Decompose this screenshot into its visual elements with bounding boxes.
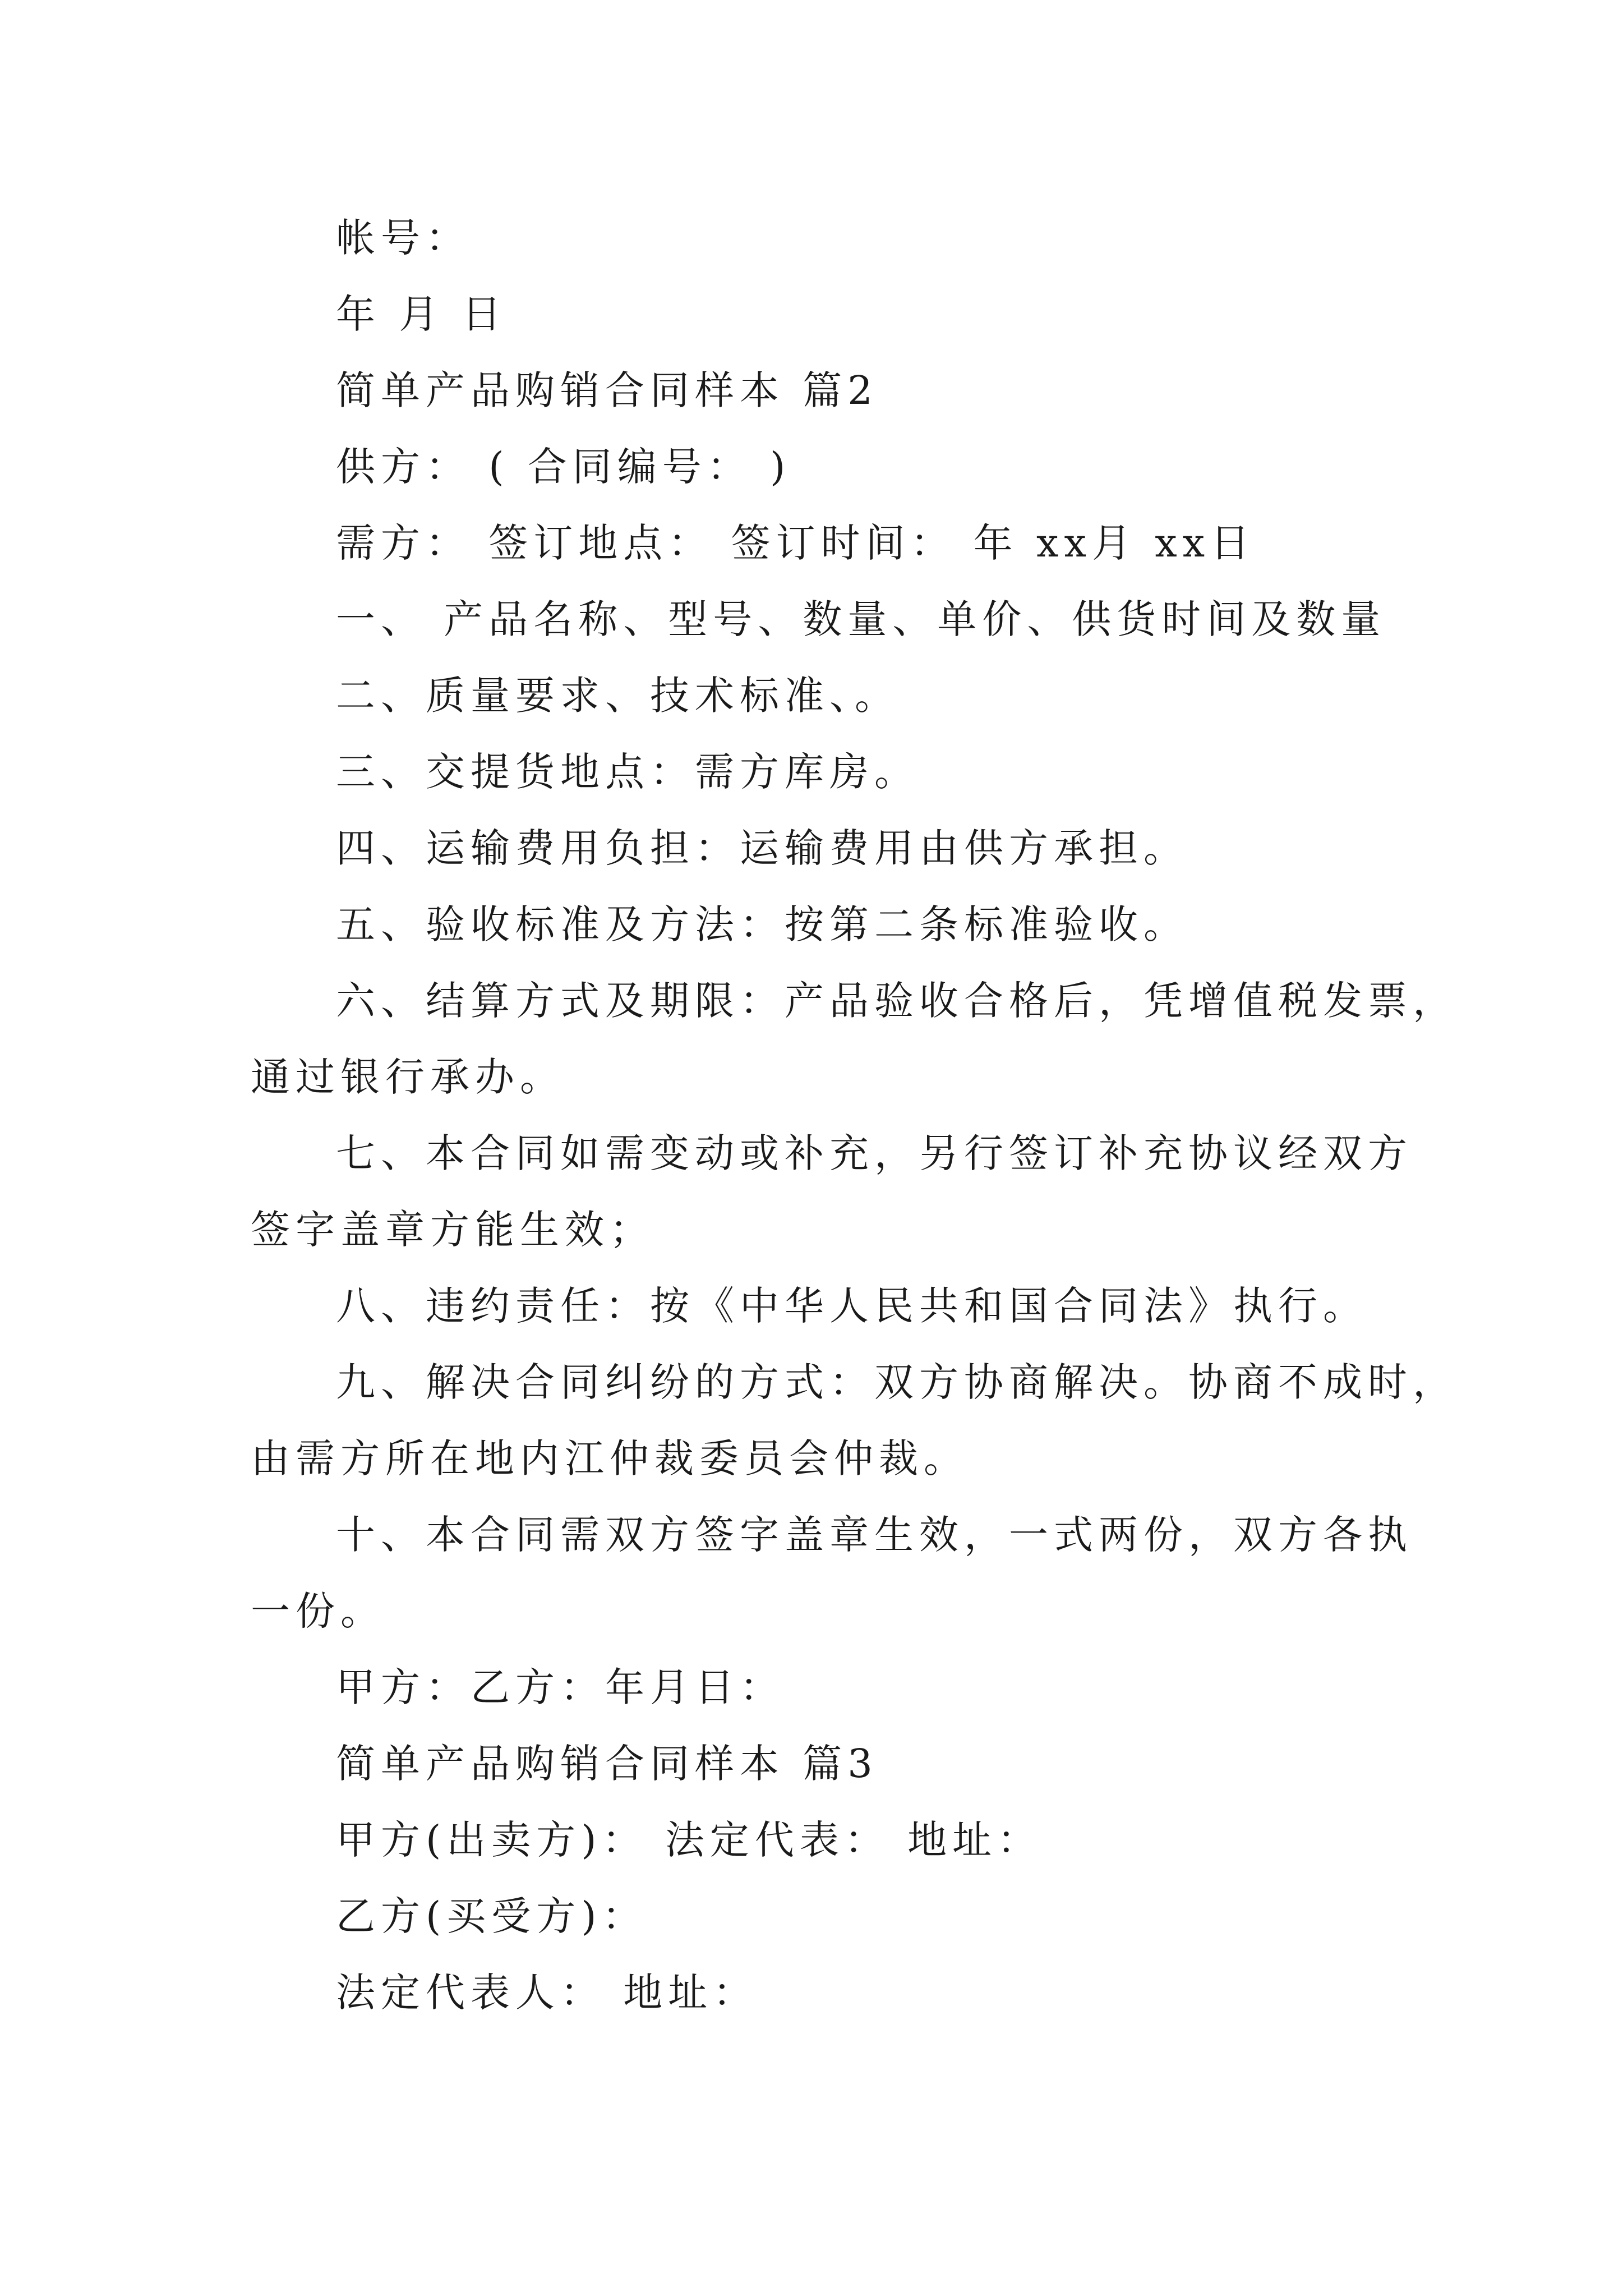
date-line: 年 月 日 xyxy=(336,291,507,337)
signature-line: 甲方：乙方：年月日： xyxy=(336,1664,785,1710)
clause-3: 三、交提货地点：需方库房。 xyxy=(336,749,919,795)
clause-7-continued: 签字盖章方能生效； xyxy=(251,1207,654,1253)
clause-10-continued: 一份。 xyxy=(251,1588,385,1634)
clause-9: 九、解决合同纠纷的方式：双方协商解决。协商不成时， xyxy=(336,1359,1458,1405)
document-body xyxy=(251,200,1458,2031)
party-b-line: 乙方(买受方)： xyxy=(336,1893,647,1939)
section-heading-part-3: 简单产品购销合同样本 篇3 xyxy=(336,1741,878,1787)
clause-6: 六、结算方式及期限：产品验收合格后，凭增值税发票， xyxy=(336,978,1458,1024)
clause-6-continued: 通过银行承办。 xyxy=(251,1054,565,1100)
account-number-line: 帐号： xyxy=(336,215,471,261)
clause-1: 一、 产品名称、型号、数量、单价、供货时间及数量 xyxy=(336,596,1386,642)
party-a-line: 甲方(出卖方)： 法定代表： 地址： xyxy=(336,1817,1043,1863)
clause-10: 十、本合同需双方签字盖章生效，一式两份，双方各执 xyxy=(336,1512,1413,1558)
clause-8: 八、违约责任：按《中华人民共和国合同法》执行。 xyxy=(336,1283,1368,1329)
clause-5: 五、验收标准及方法：按第二条标准验收。 xyxy=(336,901,1188,947)
clause-4: 四、运输费用负担：运输费用由供方承担。 xyxy=(336,825,1188,871)
clause-9-continued: 由需方所在地内江仲裁委员会仲裁。 xyxy=(251,1435,969,1481)
clause-7: 七、本合同如需变动或补充，另行签订补充协议经双方 xyxy=(336,1130,1413,1176)
section-heading-part-2: 简单产品购销合同样本 篇2 xyxy=(336,367,878,413)
buyer-line: 需方： 签订地点： 签订时间： 年 xx月 xx日 xyxy=(336,520,1256,566)
supplier-line: 供方： ( 合同编号： ) xyxy=(336,444,791,490)
legal-representative-line: 法定代表人： 地址： xyxy=(336,1970,758,2016)
clause-2: 二、质量要求、技术标准、。 xyxy=(336,673,900,719)
